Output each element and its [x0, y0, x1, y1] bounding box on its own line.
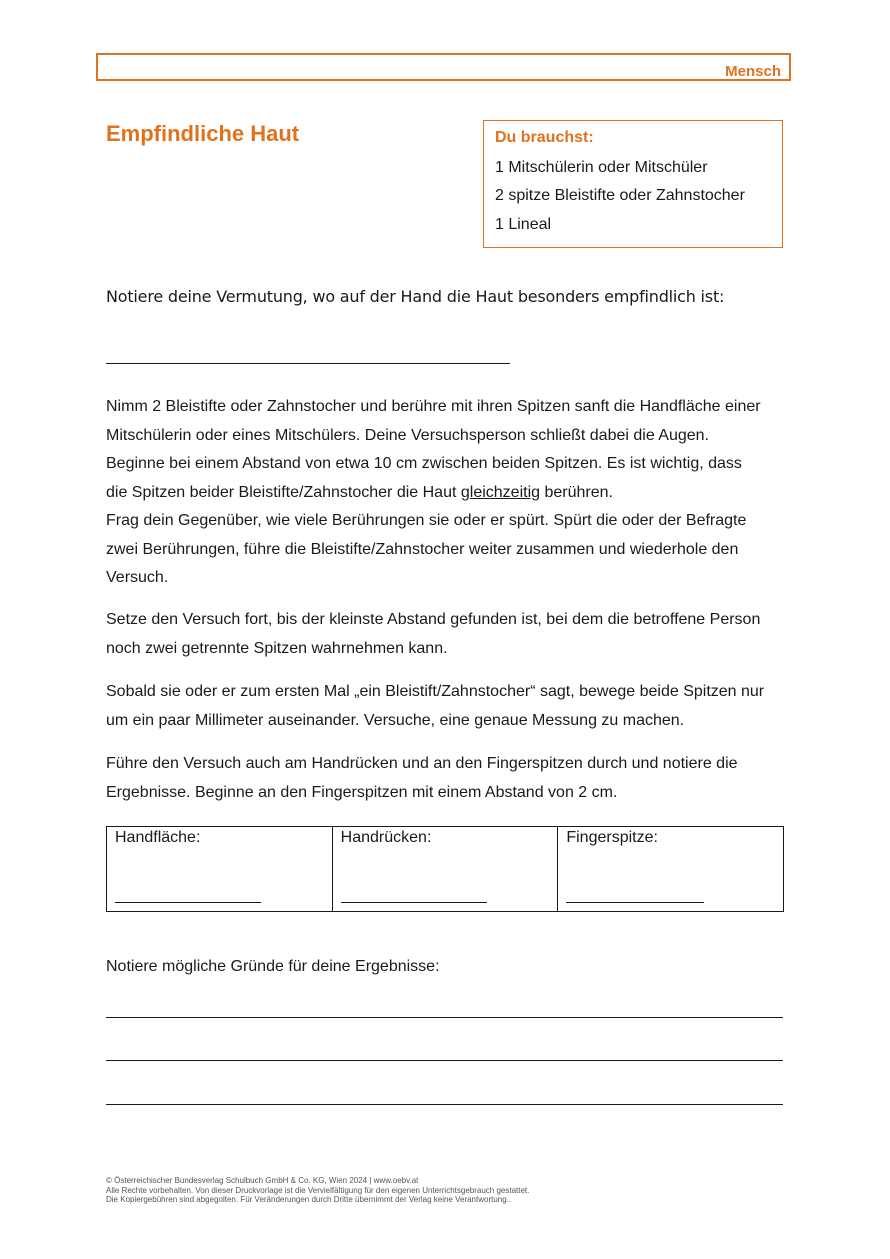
reasons-answer-line[interactable]	[106, 1104, 783, 1105]
text-line: Beginne bei einem Abstand von etwa 10 cm zwischen beiden Spitzen. Es ist wichtig, dass	[106, 455, 742, 472]
reasons-answer-line[interactable]	[106, 1017, 783, 1018]
materials-box	[483, 120, 783, 248]
instruction-paragraph-3	[106, 678, 796, 735]
copyright-footer	[106, 1176, 529, 1205]
text-line: zwei Berührungen, führe die Bleistifte/Zahnstocher weiter zusammen und wiederhole den	[106, 540, 739, 558]
text-line: noch zwei getrennte Spitzen wahrnehmen kann.	[106, 639, 448, 657]
text-line: Führe den Versuch auch am Handrücken und an den Fingerspitzen durch und notiere die	[106, 755, 738, 772]
footer-line: Alle Rechte vorbehalten. Von dieser Druckvorlage ist die Vervielfältigung für den eigenen Unterrichtsgebrauch gestattet.	[106, 1185, 530, 1195]
result-answer-line[interactable]	[566, 902, 704, 903]
text-segment: berühren.	[540, 483, 613, 501]
result-label-back-of-hand: Handrücken:	[340, 829, 432, 846]
text-line: Ergebnisse. Beginne an den Fingerspitzen mit einem Abstand von 2 cm.	[106, 783, 618, 801]
result-label-fingertip: Fingerspitze:	[566, 829, 658, 846]
reasons-prompt: Notiere mögliche Gründe für deine Ergebnisse:	[106, 958, 440, 975]
text-line: Sobald sie oder er zum ersten Mal „ein Bleistift/Zahnstocher“ sagt, bewege beide Spitzen nur	[106, 683, 765, 700]
text-line: Mitschülerin oder eines Mitschülers. Deine Versuchsperson schließt dabei die Augen.	[106, 426, 709, 444]
text-line: Versuch.	[106, 569, 169, 586]
footer-line: © Österreichischer Bundesverlag Schulbuch GmbH & Co. KG, Wien 2024 | www.oebv.at	[106, 1176, 419, 1185]
footer-line: Die Kopiergebühren sind abgegolten. Für Veränderungen durch Dritte übernimmt der Verlag keine Verantwortung..	[106, 1195, 512, 1204]
header-bar	[96, 53, 791, 81]
text-line: Nimm 2 Bleistifte oder Zahnstocher und berühre mit ihren Spitzen sanft die Handfläche einer	[106, 398, 761, 415]
text-line	[106, 479, 796, 508]
results-table	[106, 826, 784, 912]
instruction-paragraph-2	[106, 606, 796, 663]
hypothesis-prompt: Notiere deine Vermutung, wo auf der Hand die Haut besonders empfindlich ist:	[106, 287, 725, 306]
result-label-palm: Handfläche:	[115, 829, 201, 846]
result-cell-palm[interactable]	[107, 827, 332, 911]
reasons-answer-line[interactable]	[106, 1060, 783, 1061]
instruction-paragraph-4	[106, 750, 796, 807]
text-line: Frag dein Gegenüber, wie viele Berührungen sie oder er spürt. Spürt die oder der Befragte	[106, 512, 747, 529]
materials-item: 1 Lineal	[495, 216, 552, 233]
materials-heading: Du brauchst:	[495, 129, 594, 146]
text-line: Setze den Versuch fort, bis der kleinste Abstand gefunden ist, bei dem die betroffene Person	[106, 611, 761, 628]
materials-item: 2 spitze Bleistifte oder Zahnstocher	[495, 187, 745, 204]
result-answer-line[interactable]	[115, 902, 261, 903]
page-title: Empfindliche Haut	[106, 121, 300, 146]
result-answer-line[interactable]	[341, 902, 487, 903]
text-line: um ein paar Millimeter auseinander. Versuche, eine genaue Messung zu machen.	[106, 711, 685, 729]
instruction-paragraph-1	[106, 393, 796, 593]
text-segment: die Spitzen beider Bleistifte/Zahnstocher die Haut	[106, 483, 461, 501]
result-cell-fingertip[interactable]	[557, 827, 783, 911]
underlined-word: gleichzeitig	[460, 483, 541, 501]
materials-item: 1 Mitschülerin oder Mitschüler	[495, 159, 708, 176]
result-cell-back-of-hand[interactable]	[332, 827, 558, 911]
hypothesis-answer-line[interactable]	[106, 363, 510, 364]
subject-label: Mensch	[725, 63, 781, 80]
